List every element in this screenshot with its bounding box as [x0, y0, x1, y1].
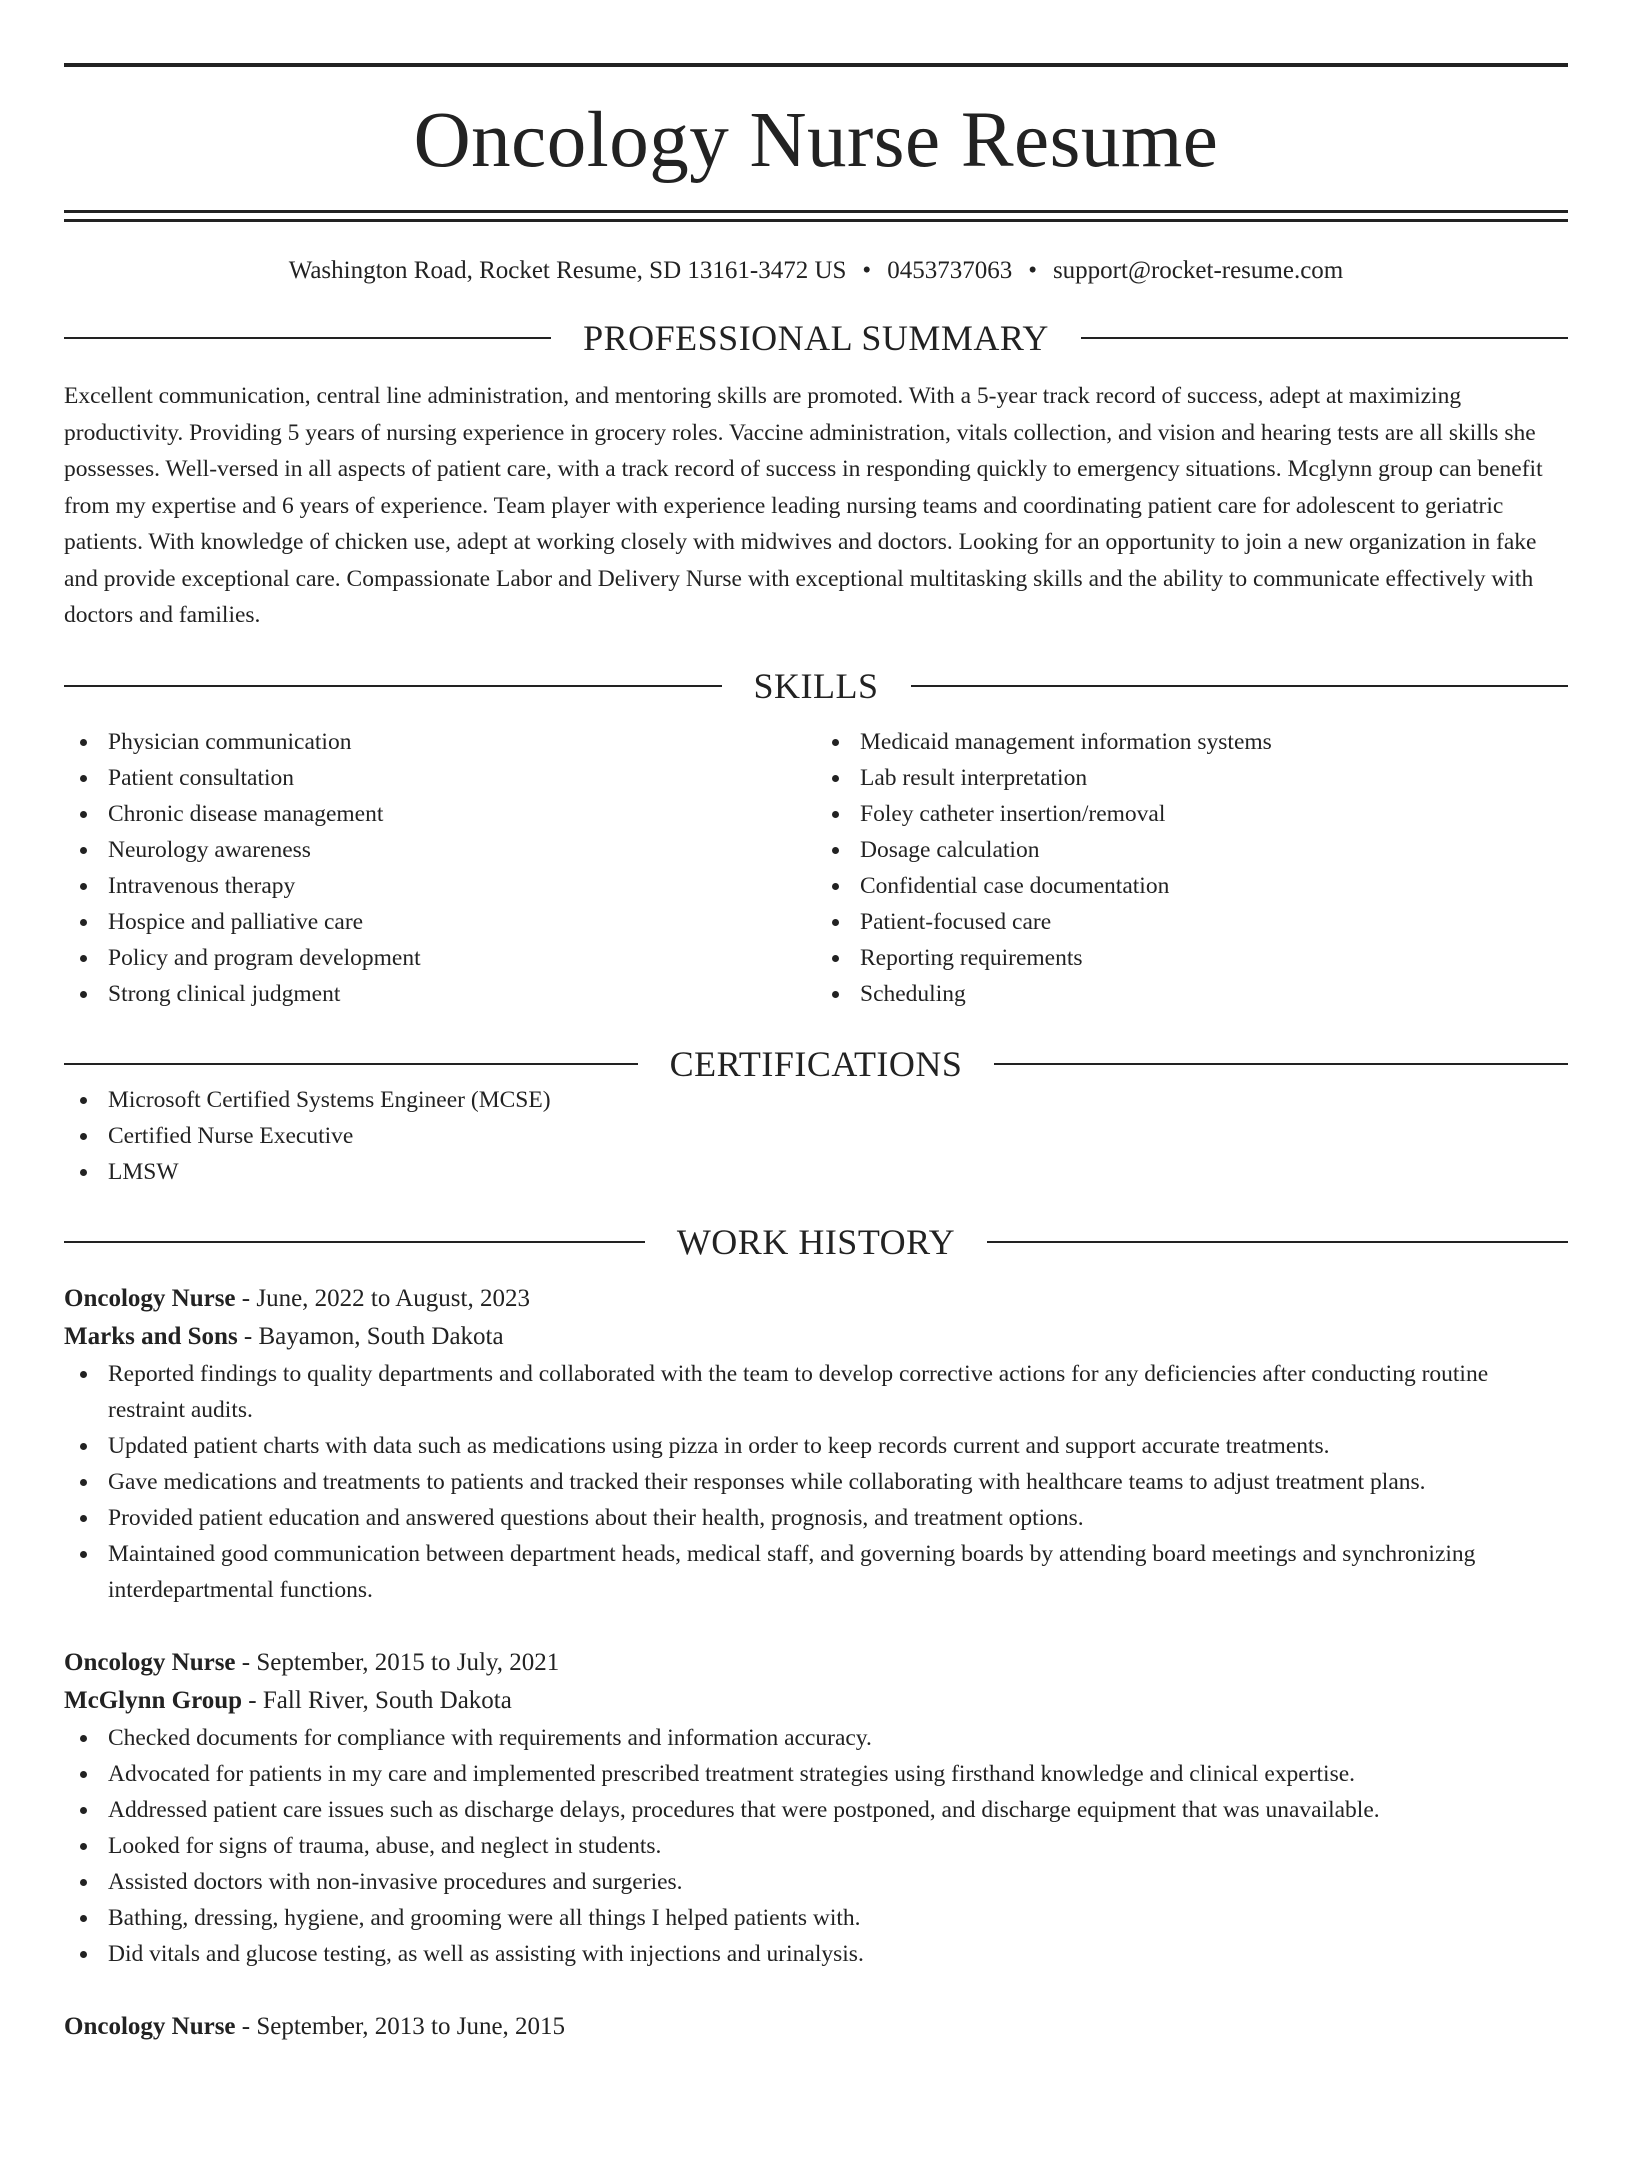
skills-columns	[64, 724, 1568, 1012]
section-heading-certifications	[64, 1043, 1568, 1084]
job-location: - Fall River, South Dakota	[242, 1686, 512, 1714]
contact-address: Washington Road, Rocket Resume, SD 13161-3472 US	[288, 257, 847, 284]
job-duty: Reported findings to quality departments and collaborated with the team to develop corrective actions for any deficiencies after conducting routine restraint audits.	[64, 1356, 1568, 1428]
job-duty: Bathing, dressing, hygiene, and grooming were all things I helped patients with.	[64, 1900, 1568, 1936]
contact-separator: •	[862, 257, 872, 284]
job-company: McGlynn Group	[64, 1686, 243, 1714]
job-dates: - June, 2022 to August, 2023	[235, 1284, 530, 1312]
job-company-line	[64, 1318, 1568, 1356]
job-duty: Checked documents for compliance with requirements and information accuracy.	[64, 1720, 1568, 1756]
certification-item: LMSW	[64, 1154, 1568, 1190]
professional-summary: Excellent communication, central line administration, and mentoring skills are promoted. With a 5-year track record of success, adept at maximizing productivity. Providing 5 years of nursing experience in grocery roles. Vaccine administration, vitals collection, and vision and hearing tests are all skills she possesses. Well-versed in all aspects of patient care, with a track record of success in responding quickly to emergency situations. Mcglynn group can benefit from my expertise and 6 years of experience. Team player with experience leading nursing teams and coordinating patient care for adolescent to geriatric patients. With knowledge of chicken use, adept at working closely with midwives and doctors. Looking for an opportunity to join a new organization in fake and provide exceptional care. Compassionate Labor and Delivery Nurse with exceptional multitasking skills and the ability to communicate effectively with doctors and families.	[64, 383, 1543, 628]
job-entry	[64, 1644, 1568, 1972]
job-company: Marks and Sons	[64, 1322, 238, 1350]
skill-item: Policy and program development	[64, 940, 816, 976]
job-dates: - September, 2015 to July, 2021	[235, 1648, 560, 1676]
skill-item: Hospice and palliative care	[64, 904, 816, 940]
skill-item: Intravenous therapy	[64, 868, 816, 904]
title-double-rule	[64, 210, 1568, 222]
job-title: Oncology Nurse	[64, 1284, 236, 1312]
resume-title: Oncology Nurse Resume	[413, 97, 1219, 184]
heading-rule	[64, 1063, 638, 1065]
job-duty: Looked for signs of trauma, abuse, and neglect in students.	[64, 1828, 1568, 1864]
job-title-line	[64, 2008, 1568, 2046]
skills-list-left	[64, 724, 816, 1012]
section-title: CERTIFICATIONS	[669, 1043, 963, 1084]
job-duties-list	[64, 1356, 1568, 1608]
contact-phone: 0453737063	[887, 257, 1013, 284]
job-duty: Maintained good communication between department heads, medical staff, and governing boards by attending board meetings and synchronizing interdepartmental functions.	[64, 1536, 1568, 1608]
job-dates: - September, 2013 to June, 2015	[235, 2012, 566, 2040]
heading-rule	[1081, 337, 1568, 339]
skill-item: Patient-focused care	[816, 904, 1568, 940]
job-location: - Bayamon, South Dakota	[237, 1322, 504, 1350]
section-heading-work-history	[64, 1221, 1568, 1262]
section-title: WORK HISTORY	[676, 1221, 956, 1262]
heading-rule	[994, 1063, 1568, 1065]
section-title: SKILLS	[753, 665, 879, 706]
skill-item: Neurology awareness	[64, 832, 816, 868]
job-title-line	[64, 1644, 1568, 1682]
skill-item: Dosage calculation	[816, 832, 1568, 868]
section-title: PROFESSIONAL SUMMARY	[583, 318, 1049, 358]
skill-item: Strong clinical judgment	[64, 976, 816, 1012]
contact-line	[64, 256, 1568, 286]
heading-rule	[911, 685, 1569, 687]
top-rule	[64, 63, 1568, 67]
certification-item: Microsoft Certified Systems Engineer (MCSE)	[64, 1082, 1568, 1118]
certification-item: Certified Nurse Executive	[64, 1118, 1568, 1154]
skill-item: Confidential case documentation	[816, 868, 1568, 904]
job-entry	[64, 2008, 1568, 2046]
contact-email: support@rocket-resume.com	[1052, 257, 1344, 284]
job-title-line	[64, 1280, 1568, 1318]
job-duty: Advocated for patients in my care and implemented prescribed treatment strategies using firsthand knowledge and clinical expertise.	[64, 1756, 1568, 1792]
certifications-list	[64, 1082, 1568, 1190]
job-duties-list	[64, 1720, 1568, 1972]
heading-rule	[64, 1241, 645, 1243]
skill-item: Medicaid management information systems	[816, 724, 1568, 760]
section-heading-skills	[64, 665, 1568, 706]
heading-rule	[987, 1241, 1568, 1243]
job-duty: Did vitals and glucose testing, as well as assisting with injections and urinalysis.	[64, 1936, 1568, 1972]
skills-list-right	[816, 724, 1568, 1012]
heading-rule	[64, 685, 722, 687]
job-duty: Provided patient education and answered questions about their health, prognosis, and treatment options.	[64, 1500, 1568, 1536]
skill-item: Physician communication	[64, 724, 816, 760]
job-duty: Updated patient charts with data such as medications using pizza in order to keep records current and support accurate treatments.	[64, 1428, 1568, 1464]
skill-item: Scheduling	[816, 976, 1568, 1012]
skill-item: Foley catheter insertion/removal	[816, 796, 1568, 832]
job-title: Oncology Nurse	[64, 2012, 236, 2040]
skill-item: Chronic disease management	[64, 796, 816, 832]
job-company-line	[64, 1682, 1568, 1720]
skill-item: Patient consultation	[64, 760, 816, 796]
job-title: Oncology Nurse	[64, 1648, 236, 1676]
resume-page	[0, 63, 1632, 2175]
contact-separator: •	[1028, 257, 1037, 284]
job-entry	[64, 1280, 1568, 1608]
job-duty: Assisted doctors with non-invasive procedures and surgeries.	[64, 1864, 1568, 1900]
heading-rule	[64, 337, 551, 339]
skill-item: Lab result interpretation	[816, 760, 1568, 796]
skill-item: Reporting requirements	[816, 940, 1568, 976]
job-duty: Addressed patient care issues such as discharge delays, procedures that were postponed, and discharge equipment that was unavailable.	[64, 1792, 1568, 1828]
job-duty: Gave medications and treatments to patients and tracked their responses while collaborating with healthcare teams to adjust treatment plans.	[64, 1464, 1568, 1500]
section-heading-summary	[64, 320, 1568, 356]
